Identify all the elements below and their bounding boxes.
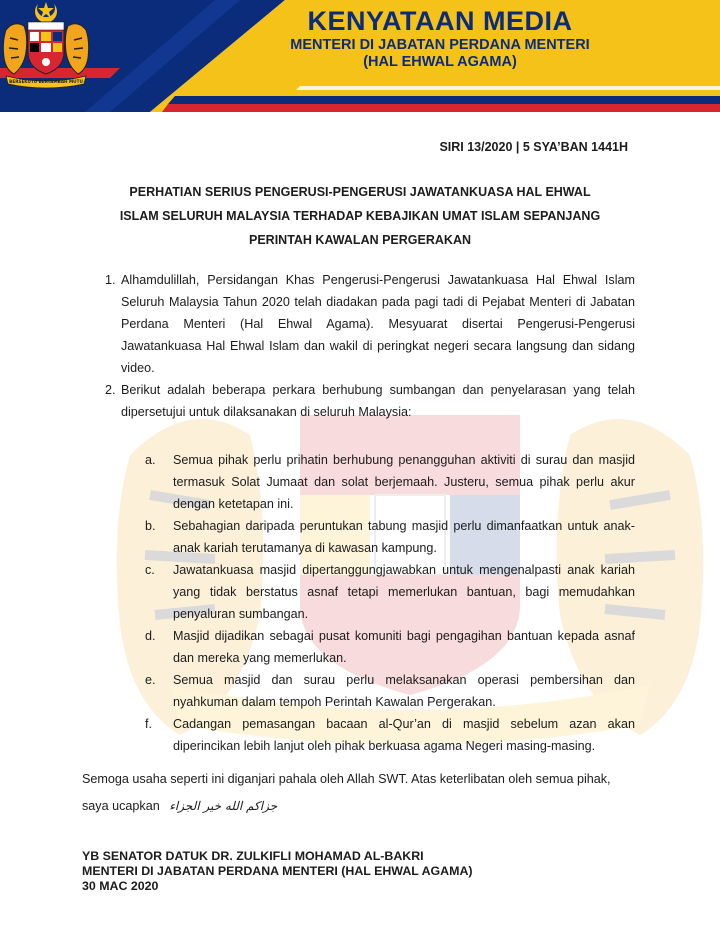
list-item [145, 713, 635, 757]
ministry-subtitle-line1: MENTERI DI JABATAN PERDANA MENTERI [290, 37, 590, 53]
item-text: Sebahagian daripada peruntukan tabung masjid perlu dimanfaatkan untuk anak-anak kariah terutamanya di kawasan kampung. [173, 519, 635, 555]
header-banner [0, 0, 720, 112]
paragraph-text: Berikut adalah beberapa perkara berhubung sumbangan dan penyelarasan yang telah dipersetujui untuk dilaksanakan di seluruh Malaysia: [121, 383, 635, 419]
signatory-name: YB SENATOR DATUK DR. ZULKIFLI MOHAMAD AL-BAKRI [82, 849, 424, 863]
paragraph-1 [95, 269, 635, 379]
coat-of-arms-icon [0, 0, 92, 90]
list-item [145, 625, 635, 669]
list-item [145, 515, 635, 559]
item-text: Semua masjid dan surau perlu melaksanakan operasi pembersihan dan nyahkuman dalam tempoh Perintah Kawalan Pergerakan. [173, 673, 635, 709]
signature-block [82, 849, 473, 894]
list-item [145, 449, 635, 515]
paragraph-text: Alhamdulillah, Persidangan Khas Pengerusi-Pengerusi Jawatankuasa Hal Ehwal Islam Seluruh Malaysia Tahun 2020 telah diadakan pada pagi tadi di Pejabat Menteri di Jabatan Perdana Menteri (Hal Ehwal Agama). Mesyuarat disertai Pengerusi-Pengerusi Jawatankuasa Hal Ehwal Islam dan wakil di peringkat negeri secara langsung dan sidang video. [121, 273, 635, 375]
headline-line2: ISLAM SELURUH MALAYSIA TERHADAP KEBAJIKAN UMAT ISLAM SEPANJANG [119, 209, 601, 223]
item-letter: f. [145, 717, 152, 731]
item-text: Cadangan pemasangan bacaan al-Qur’an di masjid sebelum azan akan diperincikan lebih lanjut oleh pihak berkuasa agama Negeri masing-masing. [173, 717, 635, 753]
closing-prefix: saya ucapkan [82, 799, 160, 813]
paragraph-number: 2. [105, 383, 116, 397]
item-letter: c. [145, 563, 155, 577]
statement-reference: SIRI 13/2020 | 5 SYA’BAN 1441H [439, 140, 628, 154]
statement-headline [90, 180, 630, 252]
paragraph-2 [95, 379, 635, 423]
headline-line1: PERHATIAN SERIUS PENGERUSI-PENGERUSI JAWATANKUASA HAL EHWAL [129, 185, 591, 199]
list-item [145, 669, 635, 713]
item-letter: a. [145, 453, 156, 467]
statement-date: 30 MAC 2020 [82, 879, 159, 893]
closing-line1: Semoga usaha seperti ini diganjari pahala oleh Allah SWT. Atas keterlibatan oleh semua pihak, [82, 772, 611, 786]
paragraph-number: 1. [105, 273, 116, 287]
numbered-paragraphs [95, 269, 635, 423]
item-text: Jawatankuasa masjid dipertanggungjawabkan untuk mengenalpasti anak kariah yang tidak berstatus asnaf tetapi memerlukan bantuan, bagi memudahkan penyaluran sumbangan. [173, 563, 635, 621]
media-statement-title: KENYATAAN MEDIA [307, 6, 573, 36]
signatory-title: MENTERI DI JABATAN PERDANA MENTERI (HAL EHWAL AGAMA) [82, 864, 473, 878]
closing-line2 [82, 799, 277, 813]
arabic-phrase: جزاكم الله خير الجزاء [169, 799, 278, 813]
headline-line3: PERINTAH KAWALAN PERGERAKAN [249, 233, 471, 247]
agreed-measures-list [145, 449, 635, 757]
list-item [145, 559, 635, 625]
item-letter: e. [145, 673, 156, 687]
ministry-subtitle-line2: (HAL EHWAL AGAMA) [363, 54, 517, 70]
item-text: Masjid dijadikan sebagai pusat komuniti bagi pengagihan bantuan kepada asnaf dan mereka yang memerlukan. [173, 629, 635, 665]
crest-motto: BERSEKUTU BERTAMBAH MUTU [9, 79, 83, 84]
item-text: Semua pihak perlu prihatin berhubung penangguhan aktiviti di surau dan masjid termasuk Solat Jumaat dan solat berjemaah. Justeru, semua pihak perlu akur dengan ketetapan ini. [173, 453, 635, 511]
item-letter: b. [145, 519, 156, 533]
item-letter: d. [145, 629, 156, 643]
